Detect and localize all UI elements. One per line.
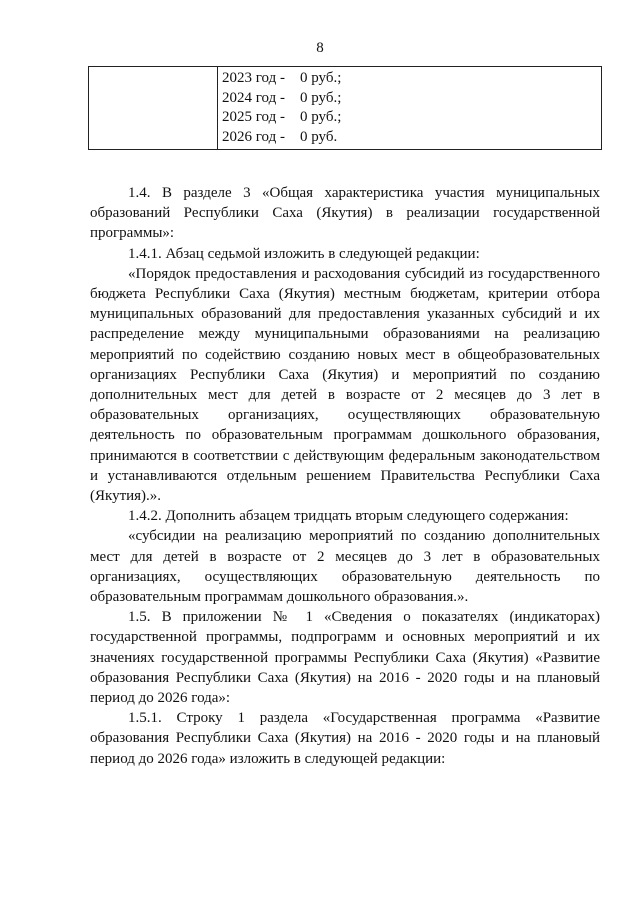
- paragraph-1-4-1: 1.4.1. Абзац седьмой изложить в следующей редакции:: [128, 245, 480, 262]
- budget-cell: [218, 67, 602, 150]
- budget-row-2024: 2024 год - 0 руб.;: [222, 89, 342, 106]
- document-body: [90, 183, 600, 769]
- budget-row-2026: 2026 год - 0 руб.: [222, 128, 338, 145]
- table-row: [89, 67, 602, 150]
- page-number: 8: [316, 40, 324, 56]
- paragraph-quote-subsidies: «субсидии на реализацию мероприятий по созданию дополнительных мест для детей в возрасте от 2 месяцев до 3 лет в образовательных организациях, осуществляющих образовательную деятельность по образовательным программам дошкольного образования.».: [90, 528, 600, 606]
- paragraph-quote-order: «Порядок предоставления и расходования субсидий из государственного бюджета Республики Саха (Якутия) местным бюджетам, критерии отбора муниципальных образований для предоставления указанных субсидий и их распределение между муниципальными образованиями на реализацию мероприятий по содействию созданию новых мест в общеобразовательных организациях Республики Саха (Якутия) и мероприятий по созданию дополнительных мест для детей в возрасте от 2 месяцев до 3 лет в образовательных организациях, осуществляющих образовательную деятельность по образовательным программам дошкольного образования, принимаются в соответствии с действующим федеральным законодательством и устанавливаются отдельным решением Правительства Республики Саха (Якутия).».: [90, 265, 600, 505]
- paragraph-1-4: 1.4. В разделе 3 «Общая характеристика участия муниципальных образований Республики Саха (Якутия) в реализации государственной программы»:: [90, 185, 600, 242]
- budget-row-2025: 2025 год - 0 руб.;: [222, 109, 342, 125]
- budget-row-2023: 2023 год - 0 руб.;: [222, 70, 342, 86]
- budget-table: [88, 66, 602, 150]
- paragraph-1-5-1: 1.5.1. Строку 1 раздела «Государственная программа «Развитие образования Республики Саха (Якутия) на 2016 - 2020 годы и на плановый период до 2026 года» изложить в следующей редакции:: [90, 710, 600, 767]
- paragraph-1-5: 1.5. В приложении № 1 «Сведения о показателях (индикаторах) государственной программы, подпрограмм и основных мероприятий и их значениях государственной программы Республики Саха (Якутия) «Развитие образования Республики Саха (Якутия) на 2016 - 2020 годы и на плановый период до 2026 года»:: [90, 609, 600, 707]
- paragraph-1-4-2: 1.4.2. Дополнить абзацем тридцать вторым следующего содержания:: [128, 508, 569, 525]
- empty-cell: [89, 67, 218, 150]
